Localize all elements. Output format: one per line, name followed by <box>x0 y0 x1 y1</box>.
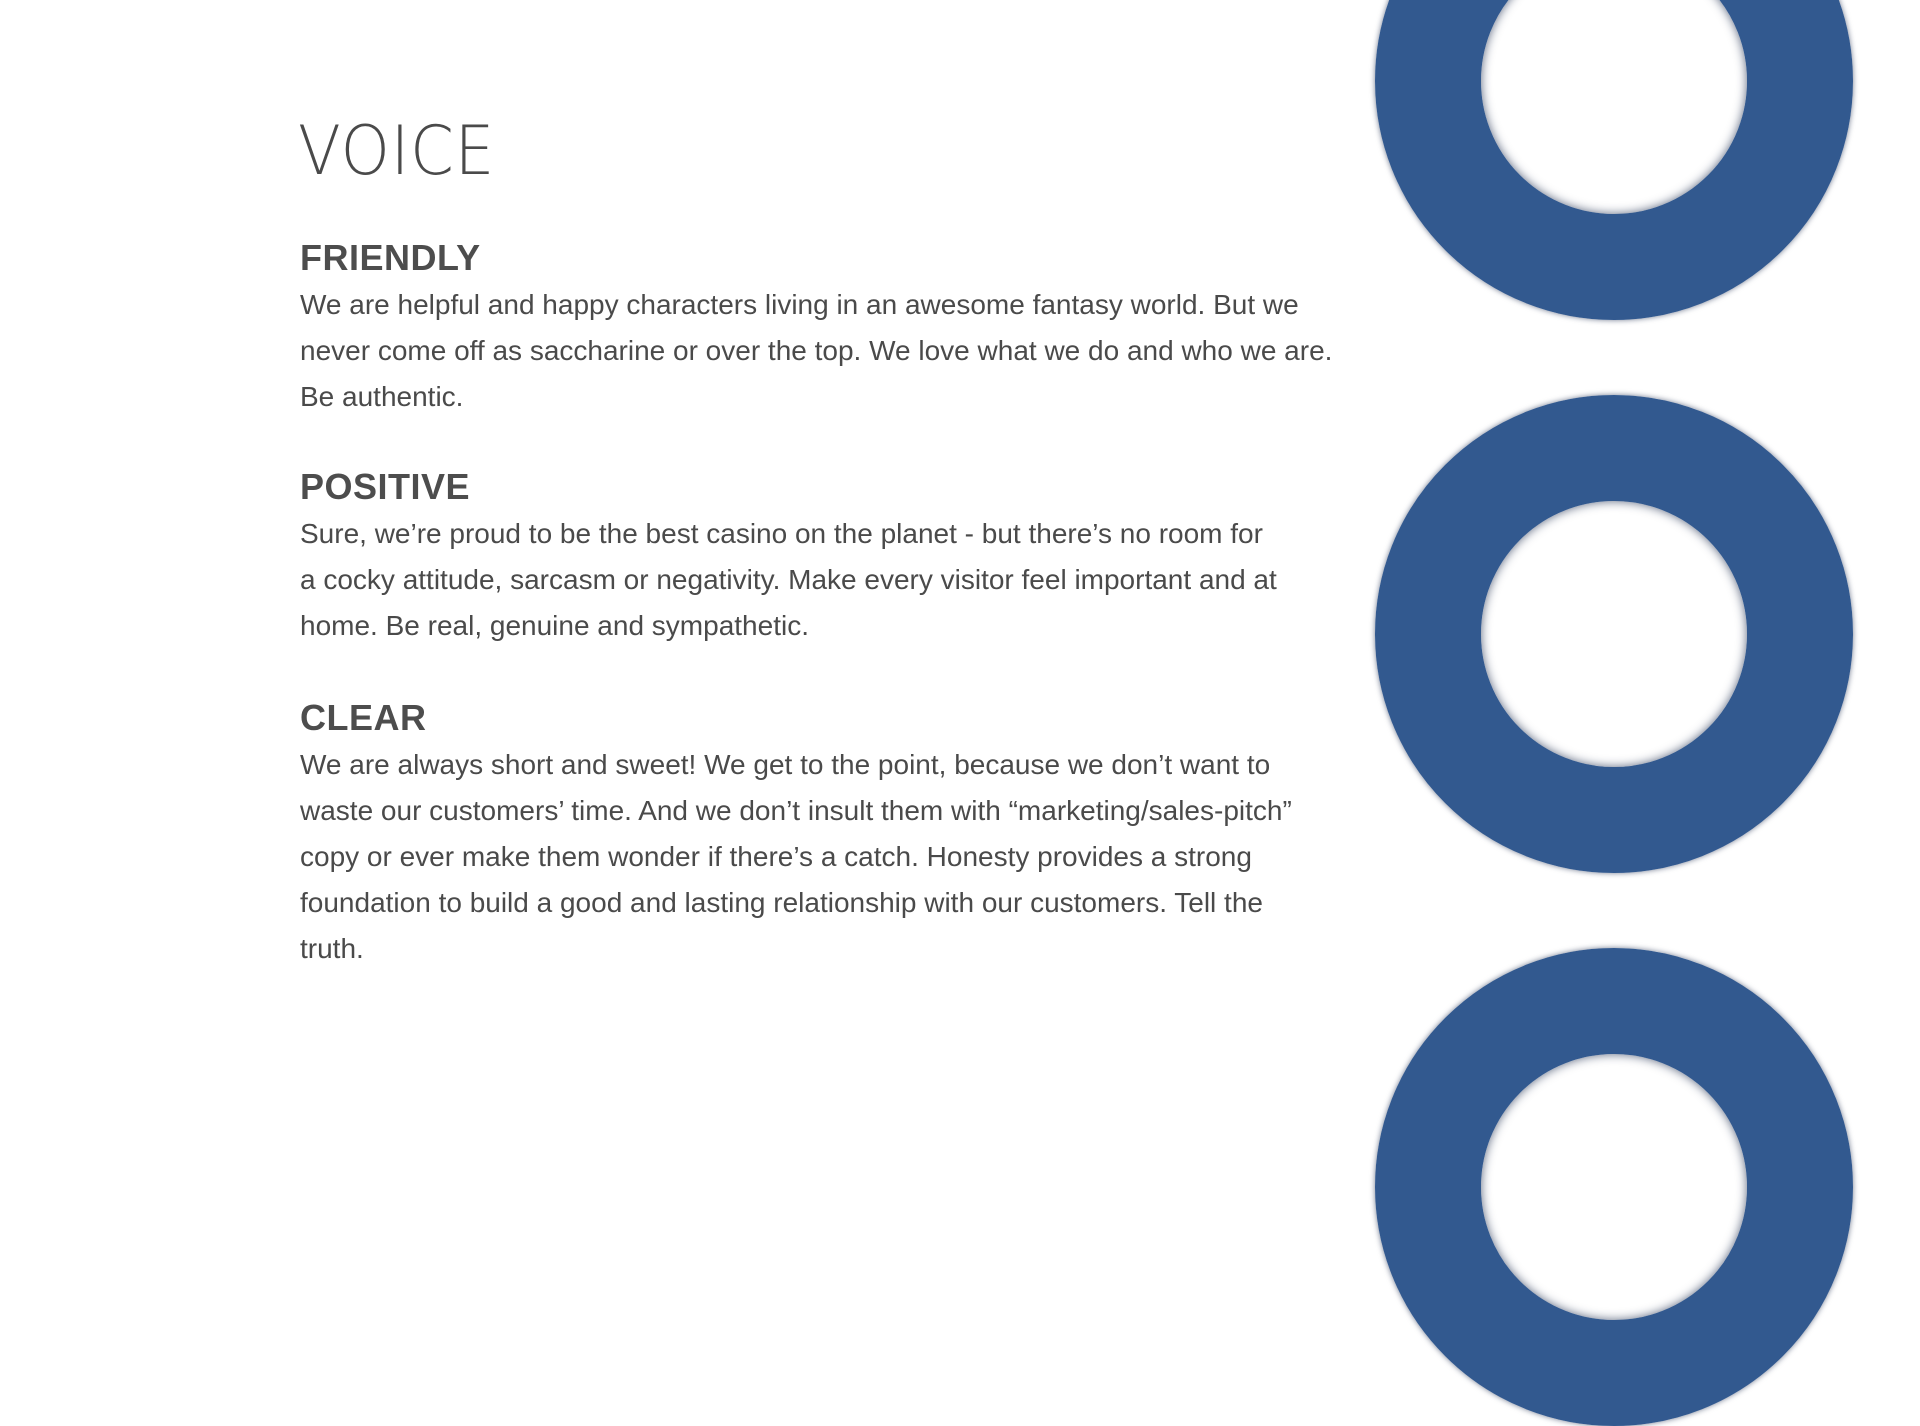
section-heading: POSITIVE <box>300 466 471 507</box>
body-line: Sure, we’re proud to be the best casino on the planet - but there’s no room for <box>300 518 1263 549</box>
section-friendly <box>300 237 1333 420</box>
body-line: home. Be real, genuine and sympathetic. <box>300 610 809 641</box>
body-line: waste our customers’ time. And we don’t insult them with “marketing/sales-pitch” <box>300 795 1292 826</box>
page-title: VOICE <box>298 112 496 191</box>
section-heading: CLEAR <box>300 697 427 738</box>
section-heading: FRIENDLY <box>300 237 481 278</box>
section-clear <box>300 697 1292 972</box>
decorative-ring-icon <box>1375 948 1853 1426</box>
body-line: a cocky attitude, sarcasm or negativity. Make every visitor feel important and at <box>300 564 1277 595</box>
body-line: foundation to build a good and lasting relationship with our customers. Tell the <box>300 887 1263 918</box>
body-line: We are helpful and happy characters living in an awesome fantasy world. But we <box>300 289 1299 320</box>
section-body <box>300 511 1280 649</box>
section-body <box>300 742 1292 972</box>
decorative-ring-icon <box>1375 395 1853 873</box>
body-line: copy or ever make them wonder if there’s a catch. Honesty provides a strong <box>300 841 1252 872</box>
section-positive <box>300 467 1280 649</box>
body-line: We are always short and sweet! We get to the point, because we don’t want to <box>300 749 1271 780</box>
section-body <box>300 282 1333 420</box>
body-line: Be authentic. <box>300 381 464 412</box>
body-line: truth. <box>300 933 364 964</box>
body-line: never come off as saccharine or over the top. We love what we do and who we are. <box>300 335 1333 366</box>
decorative-ring-icon <box>1375 0 1853 320</box>
